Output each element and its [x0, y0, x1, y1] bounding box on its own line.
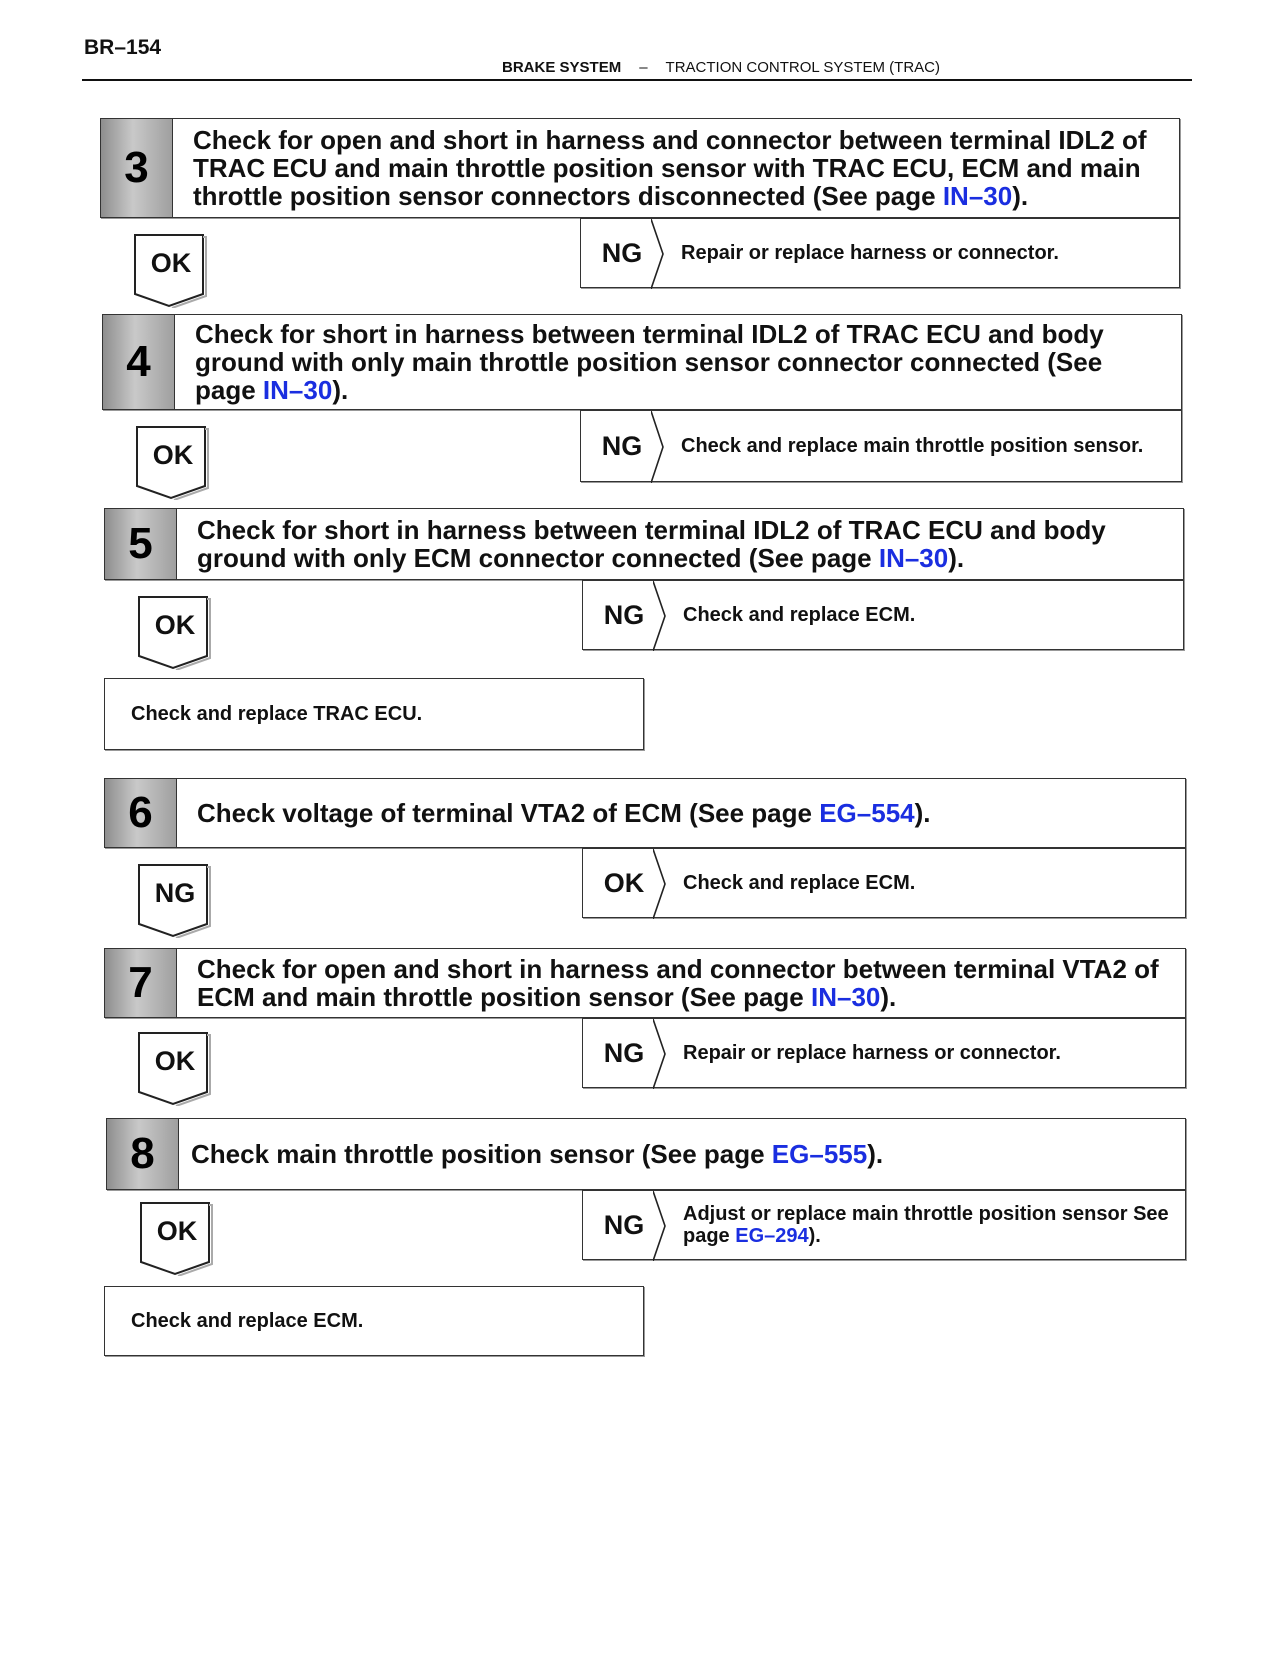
fail-action: Repair or replace harness or connector. [683, 1042, 1061, 1064]
step-suffix: ). [880, 982, 897, 1012]
step-suffix: ). [332, 375, 349, 405]
step-instruction [197, 509, 1169, 579]
step-8-box [106, 1118, 1186, 1190]
step-suffix: ). [867, 1139, 884, 1169]
page-number: BR–154 [84, 36, 162, 59]
step-number: 8 [107, 1119, 179, 1189]
step-text: Check for open and short in harness and connector between terminal VTA2 of ECM and main throttle position sensor (See page [197, 954, 1159, 1012]
fail-label: OK [603, 867, 645, 898]
fail-action: Repair or replace harness or connector. [681, 242, 1059, 264]
step-5-ok-badge [138, 596, 212, 670]
step-3-ok-badge [134, 234, 208, 308]
step-instruction [197, 779, 1171, 847]
step-suffix: ). [948, 543, 965, 573]
step-suffix: ). [1012, 181, 1029, 211]
pass-label: OK [150, 248, 192, 278]
step-number: 4 [103, 315, 175, 409]
fail-label: NG [603, 1037, 645, 1068]
fail-action-suffix: ). [808, 1225, 821, 1247]
fail-action-text: Adjust or replace main throttle position sensor See page [683, 1203, 1169, 1247]
fail-action: Check and replace ECM. [683, 872, 916, 894]
pass-label: OK [156, 1216, 198, 1246]
step-5-ng-result [582, 580, 1184, 650]
subsection-title: TRACTION CONTROL SYSTEM (TRAC) [665, 59, 940, 76]
page-ref-link[interactable]: IN–30 [810, 982, 881, 1012]
step-number: 3 [101, 119, 173, 217]
step-4-ng-result [580, 410, 1182, 482]
step-7-ok-badge [138, 1032, 212, 1106]
final-action-box: Check and replace TRAC ECU. [104, 678, 644, 750]
step-suffix: ). [914, 798, 931, 828]
step-text: Check for short in harness between terminal IDL2 of TRAC ECU and body ground with only ECM connector connected (See page [197, 515, 1106, 573]
step-text: Check main throttle position sensor (See page [191, 1139, 772, 1169]
fail-action: Check and replace main throttle position sensor. [681, 435, 1144, 457]
step-number: 5 [105, 509, 177, 579]
page-ref-link[interactable]: IN–30 [262, 375, 333, 405]
step-5-box [104, 508, 1184, 580]
step-4-box [102, 314, 1182, 410]
step-text: Check for open and short in harness and connector between terminal IDL2 of TRAC ECU and main throttle position sensor with TRAC ECU, ECM and main throttle position sensor connectors disconnected (See page [193, 125, 1147, 211]
step-4-ok-badge [136, 426, 210, 500]
fail-action [683, 1191, 1175, 1259]
step-6-ng-badge [138, 864, 212, 938]
pass-label: OK [154, 610, 196, 640]
step-7-ng-result [582, 1018, 1186, 1088]
step-8-ok-badge [140, 1202, 214, 1276]
header-separator: – [639, 59, 648, 76]
step-number: 7 [105, 949, 177, 1017]
step-instruction [193, 119, 1165, 217]
fail-label: NG [603, 1209, 645, 1240]
step-instruction [191, 1119, 1171, 1189]
running-header [0, 59, 940, 76]
step-number: 6 [105, 779, 177, 847]
page-ref-link[interactable]: EG–555 [771, 1139, 868, 1169]
step-3-box [100, 118, 1180, 218]
pass-label: NG [154, 878, 196, 908]
step-6-ok-result [582, 848, 1186, 918]
header-rule [82, 79, 1192, 81]
page-ref-link[interactable]: IN–30 [942, 181, 1013, 211]
step-instruction [195, 315, 1167, 409]
fail-action: Check and replace ECM. [683, 604, 916, 626]
fail-label: NG [601, 237, 643, 268]
step-7-box [104, 948, 1186, 1018]
page-ref-link[interactable]: EG–554 [819, 798, 915, 828]
step-3-ng-result [580, 218, 1180, 288]
fail-label: NG [601, 430, 643, 461]
step-text: Check voltage of terminal VTA2 of ECM (See page [197, 798, 820, 828]
page-ref-link[interactable]: IN–30 [878, 543, 949, 573]
section-title: BRAKE SYSTEM [502, 59, 622, 76]
step-8-ng-result [582, 1190, 1186, 1260]
step-6-box [104, 778, 1186, 848]
step-text: Check for short in harness between terminal IDL2 of TRAC ECU and body ground with only main throttle position sensor connector connected (See page [195, 319, 1104, 405]
pass-label: OK [154, 1046, 196, 1076]
page-ref-link[interactable]: EG–294 [735, 1225, 809, 1247]
step-instruction [197, 949, 1171, 1017]
final-action-box: Check and replace ECM. [104, 1286, 644, 1356]
pass-label: OK [152, 440, 194, 470]
fail-label: NG [603, 599, 645, 630]
